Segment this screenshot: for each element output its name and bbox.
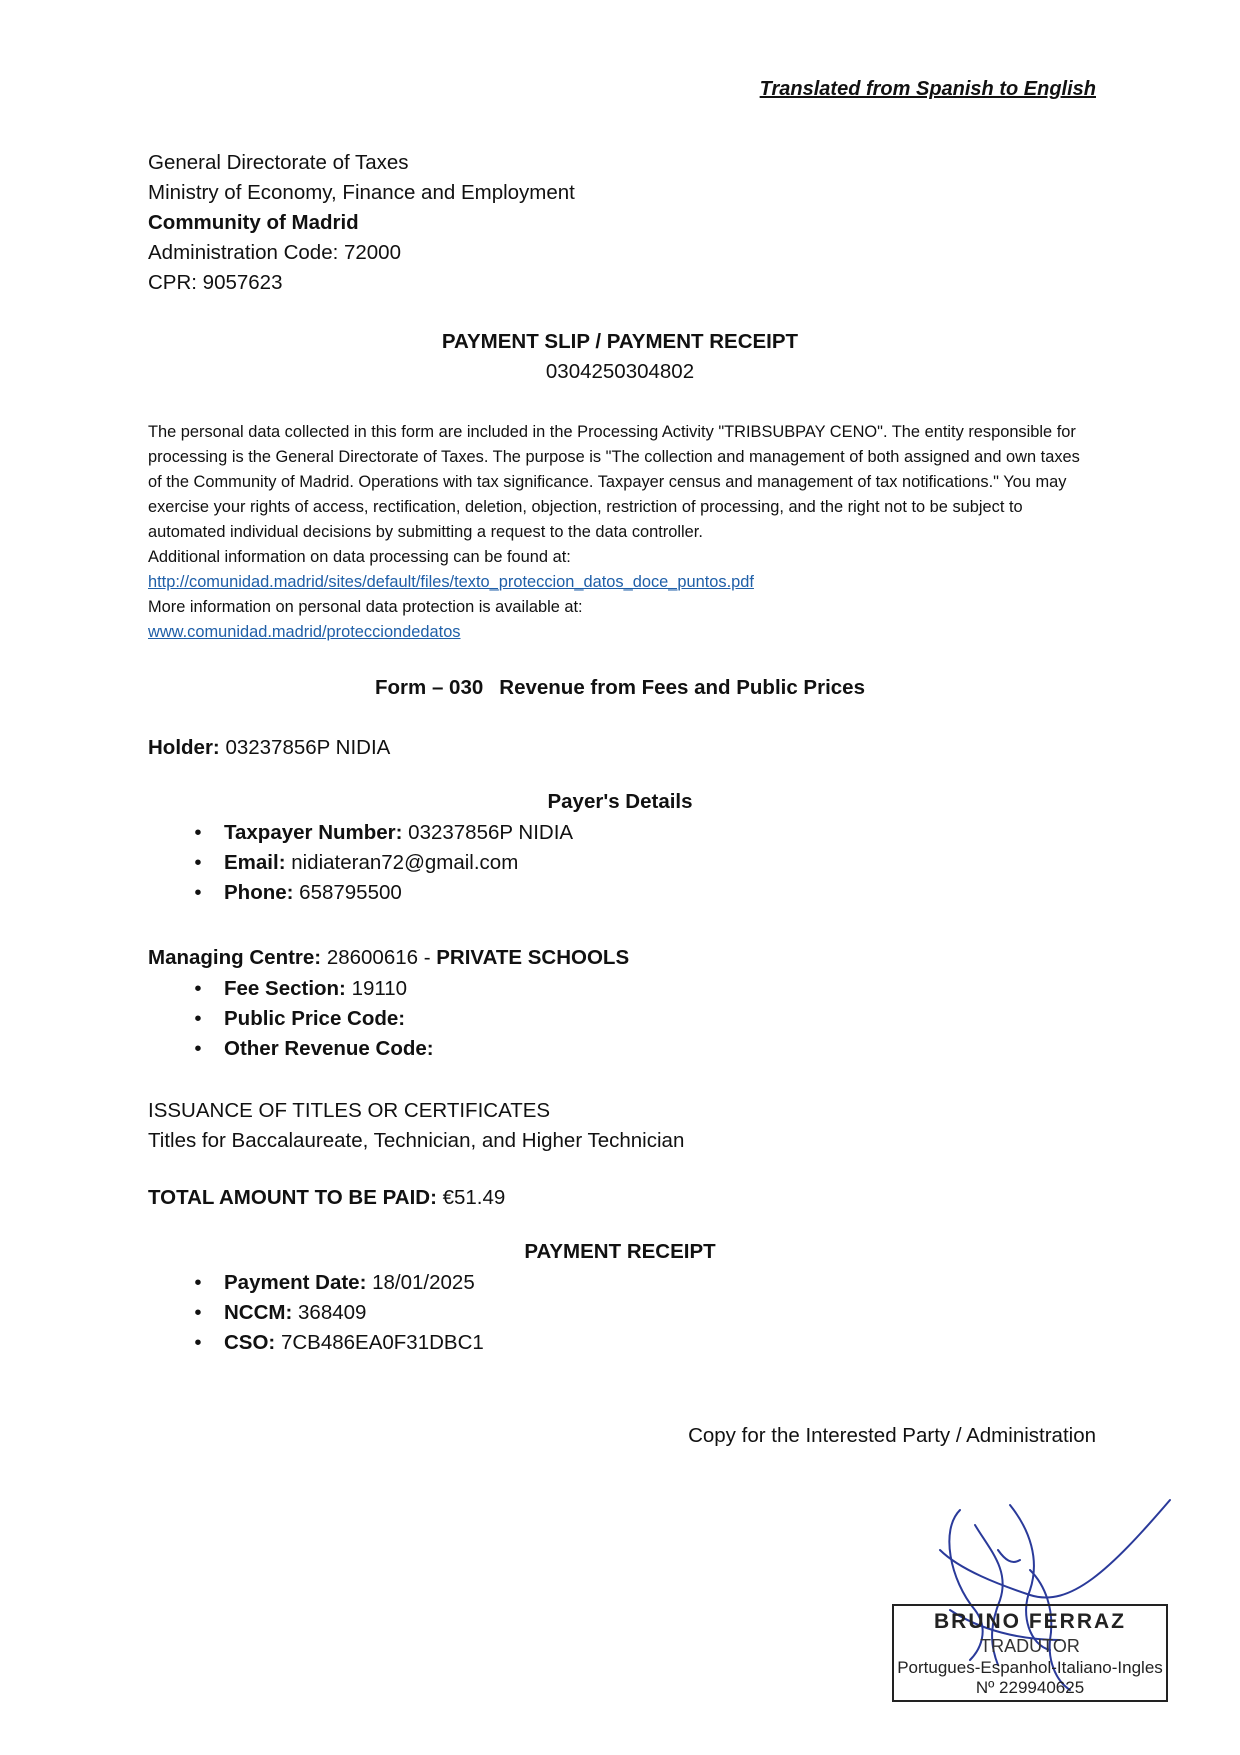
privacy-link-site[interactable]: www.comunidad.madrid/protecciondedatos (148, 623, 461, 641)
taxpayer-number-value: 03237856P NIDIA (402, 821, 574, 844)
authority-directorate: General Directorate of Taxes (148, 151, 409, 174)
issuance-title: ISSUANCE OF TITLES OR CERTIFICATES (148, 1099, 551, 1122)
list-item (148, 1034, 434, 1064)
list-item (148, 974, 434, 1004)
other-revenue-code-label: Other Revenue Code: (224, 1037, 434, 1060)
bullet-icon: • (194, 1007, 202, 1030)
bullet-icon: • (194, 881, 202, 904)
payment-receipt-list (148, 1268, 484, 1358)
authority-cpr: CPR: 9057623 (148, 271, 283, 294)
managing-centre-label: Managing Centre: (148, 946, 322, 969)
bullet-icon: • (194, 851, 202, 874)
payer-details-list (148, 818, 573, 908)
holder-value: 03237856P NIDIA (219, 736, 391, 759)
holder-line (148, 736, 390, 760)
form-code: Form – 030 (375, 676, 484, 699)
stamp-languages: Portugues-Espanhol-Italiano-Ingles (897, 1658, 1163, 1677)
copy-designation: Copy for the Interested Party / Administration (688, 1424, 1096, 1447)
issuance-description (148, 1096, 684, 1156)
total-amount-label: TOTAL AMOUNT TO BE PAID: (148, 1186, 437, 1209)
form-name: Revenue from Fees and Public Prices (499, 676, 865, 699)
authority-ministry: Ministry of Economy, Finance and Employment (148, 181, 575, 204)
bullet-icon: • (194, 1037, 202, 1060)
fee-section-value: 19110 (345, 977, 408, 1000)
payment-receipt-title: PAYMENT RECEIPT (524, 1240, 716, 1263)
bullet-icon: • (194, 1331, 202, 1354)
managing-centre-type: PRIVATE SCHOOLS (436, 946, 630, 969)
authority-community: Community of Madrid (148, 211, 359, 234)
payment-date-value: 18/01/2025 (366, 1271, 475, 1294)
stamp-registration-number: Nº 229940625 (975, 1678, 1085, 1697)
bullet-icon: • (194, 1271, 202, 1294)
nccm-value: 368409 (292, 1301, 367, 1324)
privacy-link-pdf[interactable]: http://comunidad.madrid/sites/default/files/texto_proteccion_datos_doce_puntos.pdf (148, 573, 754, 591)
bullet-icon: • (194, 1301, 202, 1324)
holder-label: Holder: (148, 736, 220, 759)
list-item (148, 1298, 484, 1328)
list-item (148, 818, 573, 848)
translator-stamp (892, 1604, 1168, 1702)
privacy-more-info: More information on personal data protection is available at: (148, 598, 583, 616)
stamp-role: TRADUTOR (980, 1636, 1080, 1656)
list-item (148, 1328, 484, 1358)
managing-centre-list (148, 974, 434, 1064)
payer-details-title: Payer's Details (547, 790, 693, 813)
cso-value: 7CB486EA0F31DBC1 (275, 1331, 484, 1354)
list-item (148, 848, 573, 878)
translation-note: Translated from Spanish to English (759, 78, 1096, 100)
slip-title: PAYMENT SLIP / PAYMENT RECEIPT (441, 330, 799, 353)
list-item (148, 1268, 484, 1298)
managing-centre-line (148, 946, 629, 970)
form-title (0, 676, 1240, 700)
email-value: nidiateran72@gmail.com (285, 851, 519, 874)
bullet-icon: • (194, 821, 202, 844)
list-item (148, 878, 573, 908)
nccm-label: NCCM: (224, 1301, 293, 1324)
privacy-additional-info: Additional information on data processing can be found at: (148, 548, 571, 566)
stamp-name: BRUNO FERRAZ (934, 1610, 1126, 1633)
fee-section-label: Fee Section: (224, 977, 346, 1000)
total-amount-line (148, 1186, 505, 1210)
issuing-authority (148, 148, 575, 298)
issuance-detail: Titles for Baccalaureate, Technician, and Higher Technician (148, 1129, 685, 1152)
phone-value: 658795500 (293, 881, 402, 904)
cso-label: CSO: (224, 1331, 276, 1354)
total-amount-value: €51.49 (436, 1186, 506, 1209)
authority-admin-code: Administration Code: 72000 (148, 241, 401, 264)
slip-number: 0304250304802 (545, 360, 695, 383)
public-price-code-label: Public Price Code: (224, 1007, 406, 1030)
taxpayer-number-label: Taxpayer Number: (224, 821, 403, 844)
managing-centre-value: 28600616 - (321, 946, 437, 969)
phone-label: Phone: (224, 881, 294, 904)
payment-date-label: Payment Date: (224, 1271, 367, 1294)
privacy-text: The personal data collected in this form are included in the Processing Activity "TRIBSUBPAY CENO". The entity responsible for processing is the General Directorate of Taxes. The purpose is "The collection and management of both assigned and own taxes of the Community of Madrid. Operations with tax significance. Taxpayer census and management of tax notifications." You may exercise your rights of access, rectification, deletion, objection, restriction of processing, and the right not to be subject to automated individual decisions by submitting a request to the data controller. (148, 423, 1080, 541)
email-label: Email: (224, 851, 286, 874)
bullet-icon: • (194, 977, 202, 1000)
list-item (148, 1004, 434, 1034)
privacy-notice (148, 420, 1093, 645)
